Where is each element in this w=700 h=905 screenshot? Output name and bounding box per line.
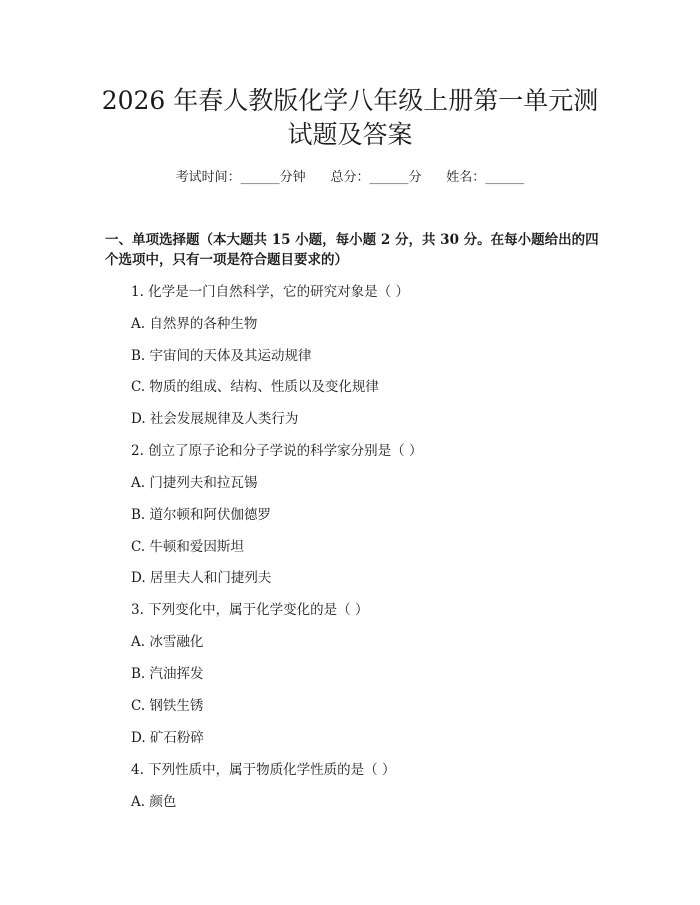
question-1-stem: 1. 化学是一门自然科学，它的研究对象是（ ）	[131, 284, 409, 300]
question-3-option-c: C. 钢铁生锈	[131, 698, 204, 714]
section-heading-line-2: 个选项中，只有一项是符合题目要求的）	[105, 252, 348, 268]
question-3-stem: 3. 下列变化中，属于化学变化的是（ ）	[131, 602, 369, 618]
question-2-option-b: B. 道尔顿和阿伏伽德罗	[131, 507, 272, 523]
question-3-option-a: A. 冰雪融化	[131, 634, 204, 650]
question-1-option-b: B. 宇宙间的天体及其运动规律	[131, 348, 312, 364]
exam-title-line-2: 试题及答案	[287, 120, 413, 149]
question-1-option-a: A. 自然界的各种生物	[131, 316, 258, 332]
question-4-stem: 4. 下列性质中，属于物质化学性质的是（ ）	[131, 762, 396, 778]
question-1-option-c: C. 物质的组成、结构、性质以及变化规律	[131, 379, 379, 395]
exam-meta	[0, 168, 700, 188]
section-heading-line-1: 一、单项选择题（本大题共 15 小题，每小题 2 分，共 30 分。在每小题给出的四	[105, 232, 599, 248]
question-1-option-d: D. 社会发展规律及人类行为	[131, 411, 299, 427]
question-2-stem: 2. 创立了原子论和分子学说的科学家分别是（ ）	[131, 443, 423, 459]
question-3-option-b: B. 汽油挥发	[131, 666, 204, 682]
exam-time-field: 考试时间：______分钟	[175, 170, 306, 185]
exam-title-line-1: 2026 年春人教版化学八年级上册第一单元测	[101, 86, 599, 115]
question-2-option-c: C. 牛顿和爱因斯坦	[131, 539, 244, 555]
total-score-field: 总分：______分	[330, 170, 422, 185]
question-4-option-a: A. 颜色	[131, 794, 177, 810]
student-name-field: 姓名：______	[446, 170, 525, 185]
question-2-option-a: A. 门捷列夫和拉瓦锡	[131, 475, 258, 491]
question-3-option-d: D. 矿石粉碎	[131, 730, 204, 746]
question-2-option-d: D. 居里夫人和门捷列夫	[131, 570, 272, 586]
